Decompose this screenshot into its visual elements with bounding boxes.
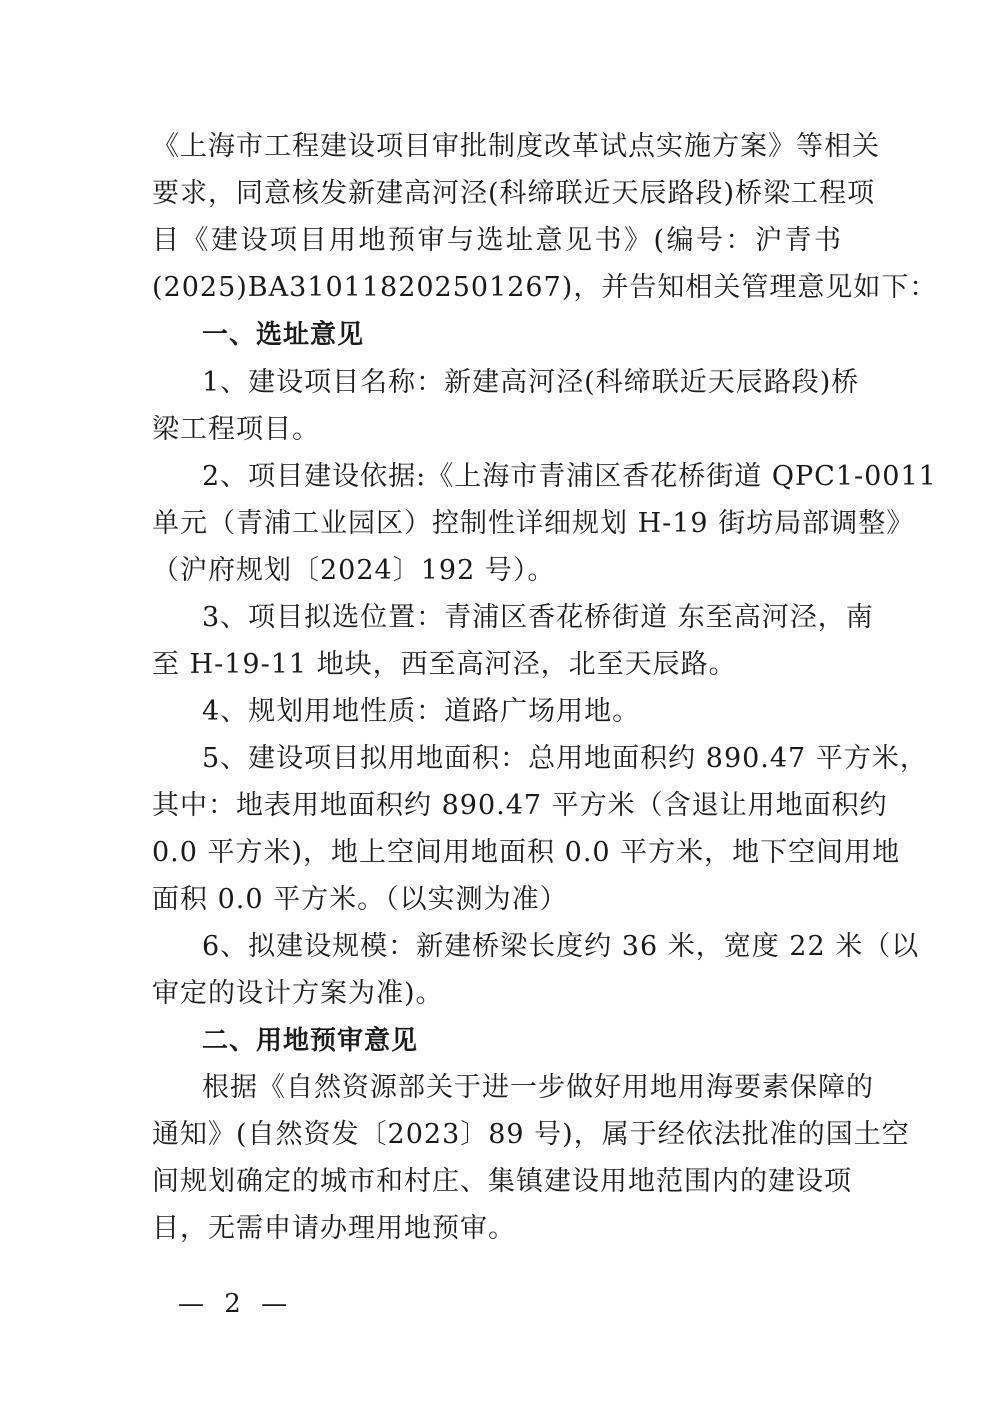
item-1-line-2: 梁工程项目。 [152, 414, 320, 445]
section-heading-land-pre-review: 二、用地预审意见 [202, 1026, 419, 1056]
item-5-line-3: 0.0 平方米)，地上空间用地面积 0.0 平方米，地下空间用地 [152, 837, 901, 868]
item-2-line-1: 2、项目建设依据:《上海市青浦区香花桥街道 QPC1-0011 [202, 461, 937, 492]
intro-line-1: 《上海市工程建设项目审批制度改革试点实施方案》等相关 [152, 131, 880, 162]
page-number: — 2 — [178, 1289, 294, 1319]
pre-review-line-4: 目，无需申请办理用地预审。 [152, 1213, 516, 1244]
item-5-line-1: 5、建设项目拟用地面积：总用地面积约 890.47 平方米， [202, 743, 928, 774]
pre-review-line-3: 间规划确定的城市和村庄、集镇建设用地范围内的建设项 [152, 1166, 852, 1197]
item-5-line-4: 面积 0.0 平方米。（以实测为准） [152, 884, 568, 915]
item-4-line-1: 4、规划用地性质：道路广场用地。 [202, 696, 641, 727]
intro-line-2: 要求，同意核发新建高河泾(科缔联近天辰路段)桥梁工程项 [152, 178, 876, 209]
item-5-line-2: 其中：地表用地面积约 890.47 平方米（含退让用地面积约 [152, 790, 888, 821]
item-2-line-2: 单元（青浦工业园区）控制性详细规划 H-19 街坊局部调整》 [152, 508, 915, 539]
section-heading-site-selection: 一、选址意见 [202, 320, 365, 350]
item-3-line-2: 至 H-19-11 地块，西至高河泾，北至天辰路。 [152, 649, 737, 680]
intro-line-3: 目《建设项目用地预审与选址意见书》(编号：沪青书 [152, 225, 842, 256]
item-2-line-3: （沪府规划〔2024〕192 号）。 [152, 555, 556, 586]
item-3-line-1: 3、项目拟选位置：青浦区香花桥街道 东至高河泾，南 [202, 602, 874, 633]
item-6-line-1: 6、拟建设规模：新建桥梁长度约 36 米，宽度 22 米（以 [202, 931, 920, 962]
pre-review-line-1: 根据《自然资源部关于进一步做好用地用海要素保障的 [202, 1072, 874, 1103]
intro-line-4: (2025)BA310118202501267)，并告知相关管理意见如下： [152, 272, 938, 303]
item-6-line-2: 审定的设计方案为准)。 [152, 978, 444, 1009]
item-1-line-1: 1、建设项目名称：新建高河泾(科缔联近天辰路段)桥 [202, 367, 860, 398]
pre-review-line-2: 通知》(自然资发〔2023〕89 号)，属于经依法批准的国土空 [152, 1119, 910, 1150]
